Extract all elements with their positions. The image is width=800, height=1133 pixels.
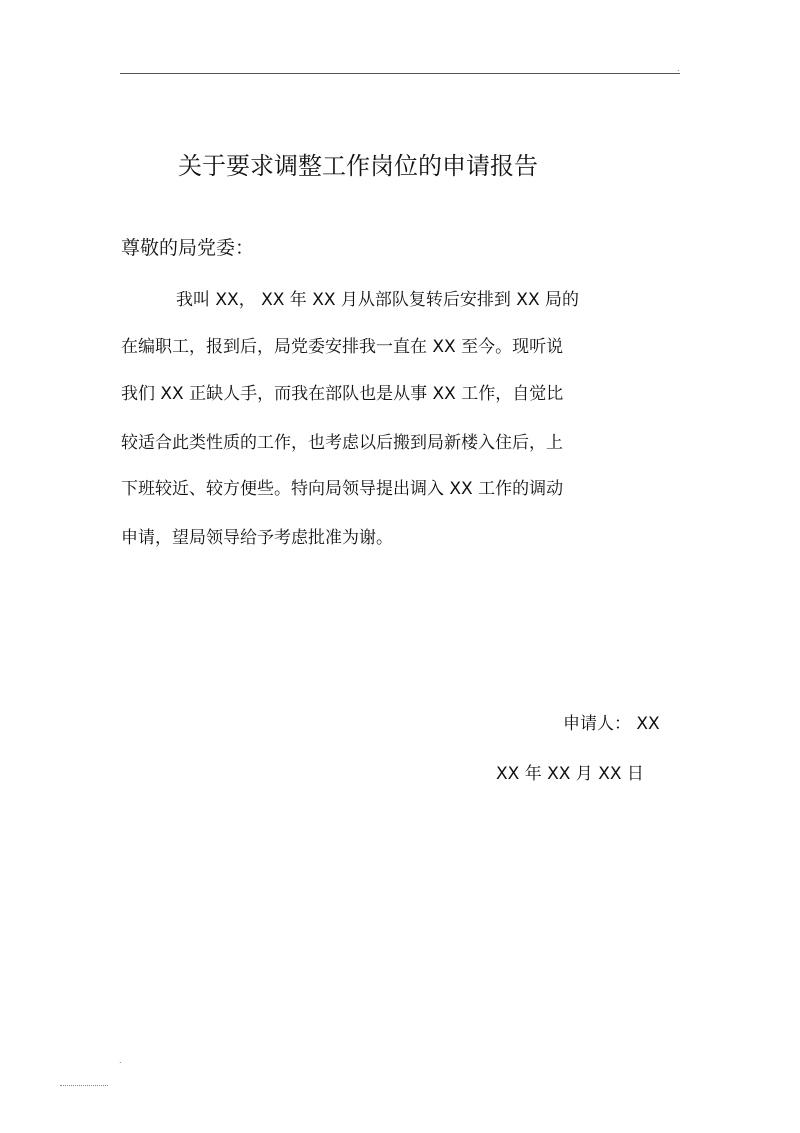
body-line-4: 较适合此类性质的工作，也考虑以后搬到局新楼入住后，上 <box>121 433 563 453</box>
body-line-1: 我叫 XX， XX 年 XX 月从部队复转后安排到 XX 局的 <box>176 290 579 310</box>
document-title: 关于要求调整工作岗位的申请报告 <box>178 152 538 180</box>
salutation: 尊敬的局党委： <box>121 237 255 259</box>
header-rule <box>120 73 680 74</box>
body-line-5: 下班较近、较方便些。特向局领导提出调入 XX 工作的调动 <box>121 479 564 499</box>
applicant-signature: 申请人： XX <box>563 714 660 734</box>
body-line-2: 在编职工，报到后，局党委安排我一直在 XX 至今。现听说 <box>121 337 564 357</box>
footer-rule <box>60 1085 108 1086</box>
footer-mark: . <box>119 1056 122 1065</box>
application-date: XX 年 XX 月 XX 日 <box>496 764 644 784</box>
header-mark: . <box>677 64 680 73</box>
body-line-3: 我们 XX 正缺人手，而我在部队也是从事 XX 工作，自觉比 <box>121 384 564 404</box>
body-line-6: 申请，望局领导给予考虑批准为谢。 <box>121 528 393 548</box>
